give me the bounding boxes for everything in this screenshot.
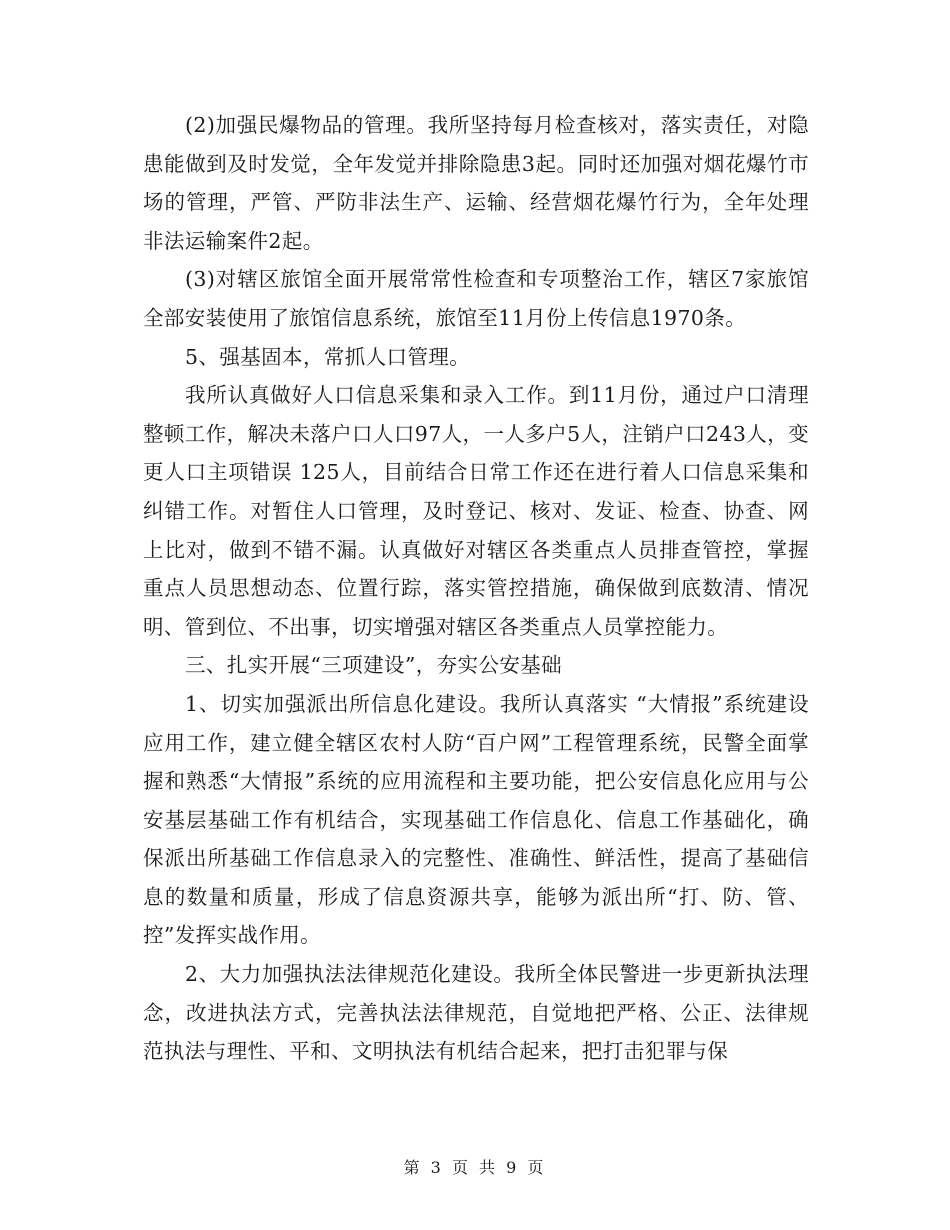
paragraph-explosives-management: (2)加强民爆物品的管理。我所坚持每月检查核对，落实责任，对隐患能做到及时发觉，全年发觉并排除隐患3起。同时还加强对烟花爆竹市场的管理，严管、严防非法生产、运输、经营烟花爆竹行为，全年处理非法运输案件2起。 [143, 113, 809, 253]
paragraph-hotel-inspection: (3)对辖区旅馆全面开展常常性检查和专项整治工作，辖区7家旅馆全部安装使用了旅馆信息系统，旅馆至11月份上传信息1970条。 [143, 267, 809, 330]
section-heading-three-constructions: 三、扎实开展“三项建设”，夯实公安基础 [185, 653, 563, 678]
paragraph-informatization: 1、切实加强派出所信息化建设。我所认真落实 “大情报”系统建设应用工作，建立健全辖区农村人防“百户网”工程管理系统，民警全面掌握和熟悉“大情报”系统的应用流程和主要功能，把公安信息化应用与公安基层基础工作有机结合，实现基础工作信息化、信息工作基础化，确保派出所基础工作信息录入的完整性、准确性、鲜活性，提高了基础信息的数量和质量，形成了信息资源共享，能够为派出所“打、防、管、控”发挥实战作用。 [143, 691, 809, 948]
paragraph-heading-population-management: 5、强基固本，常抓人口管理。 [185, 344, 471, 369]
document-body [143, 106, 809, 1071]
paragraph-law-enforcement: 2、大力加强执法法律规范化建设。我所全体民警进一步更新执法理念，改进执法方式，完善执法法律规范，自觉地把严格、公正、法律规范执法与理性、平和、文明执法有机结合起来，把打击犯罪与保 [143, 962, 809, 1064]
page-number-footer: 第 3 页 共 9 页 [403, 1158, 547, 1177]
paragraph-population-info: 我所认真做好人口信息采集和录入工作。到11月份，通过户口清理整顿工作，解决未落户口人口97人，一人多户5人，注销户口243人，变更人口主项错误 125人，目前结合日常工作还在进行着人口信息采集和纠错工作。对暂住人口管理，及时登记、核对、发证、检查、协查、网上比对，做到不错不漏。认真做好对辖区各类重点人员排查管控，掌握重点人员思想动态、位置行踪，落实管控措施，确保做到底数清、情况明、管到位、不出事，切实增强对辖区各类重点人员掌控能力。 [143, 383, 809, 639]
